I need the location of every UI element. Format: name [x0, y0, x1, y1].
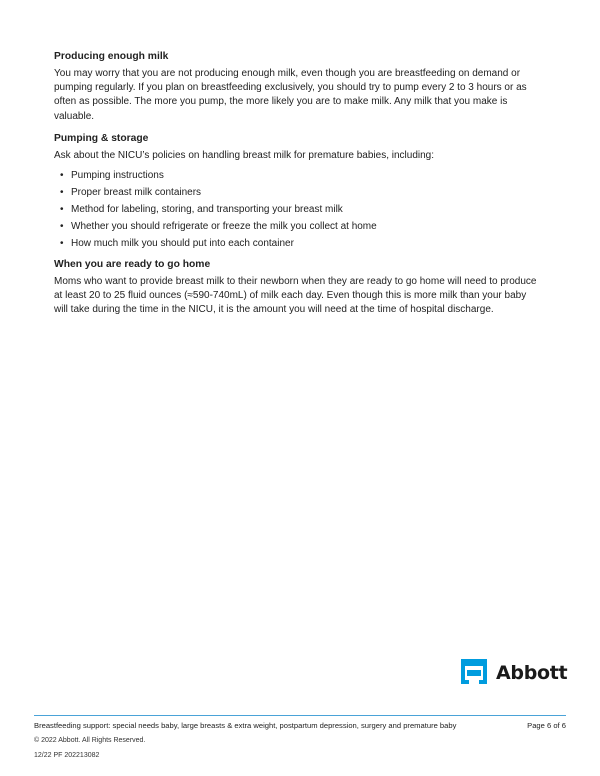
section-paragraph: Ask about the NICU’s policies on handling breast milk for premature babies, including:	[54, 149, 435, 161]
section-pumping-storage	[54, 132, 540, 250]
section-ready-to-go-home	[54, 258, 540, 318]
bullet-list	[54, 169, 540, 250]
copyright: © 2022 Abbott. All Rights Reserved.	[34, 737, 146, 744]
section-heading: Pumping & storage	[54, 132, 149, 144]
list-item: • Pumping instructions	[54, 169, 540, 182]
footer-divider	[34, 715, 566, 716]
list-item: • How much milk you should put into each container	[54, 237, 540, 250]
section-paragraph: Moms who want to provide breast milk to their newborn when they are ready to go home will need to produce at least 20 to 25 fluid ounces (≈590-740mL) of milk each day. Even though this is more milk than your baby will take during the time in the NICU, it is the amount you will need at the time of hospital discharge.	[54, 276, 537, 316]
footer-title: Breastfeeding support: special needs baby, large breasts & extra weight, postpartum depression, surgery and premature baby	[34, 721, 457, 730]
section-producing-milk	[54, 50, 540, 124]
section-heading: Producing enough milk	[54, 51, 169, 62]
section-paragraph: You may worry that you are not producing enough milk, even though you are breastfeeding on demand or pumping regularly. If you plan on breastfeeding exclusively, you should try to pump every 2 to 3 hours or as often as possible. The more you pump, the more likely you are to make milk. Any milk that you make is valuable.	[54, 68, 527, 122]
logo-wordmark: Abbott	[496, 662, 568, 684]
abbott-logo	[457, 658, 567, 688]
list-item: • Method for labeling, storing, and transporting your breast milk	[54, 203, 540, 216]
abbott-logo-icon	[457, 659, 491, 687]
document-body	[54, 50, 540, 324]
list-item: • Proper breast milk containers	[54, 186, 540, 199]
document-code: 12/22 PF 202213082	[34, 752, 100, 759]
list-item: • Whether you should refrigerate or freeze the milk you collect at home	[54, 220, 540, 233]
page-number: Page 6 of 6	[527, 721, 566, 730]
section-heading: When you are ready to go home	[54, 259, 211, 271]
